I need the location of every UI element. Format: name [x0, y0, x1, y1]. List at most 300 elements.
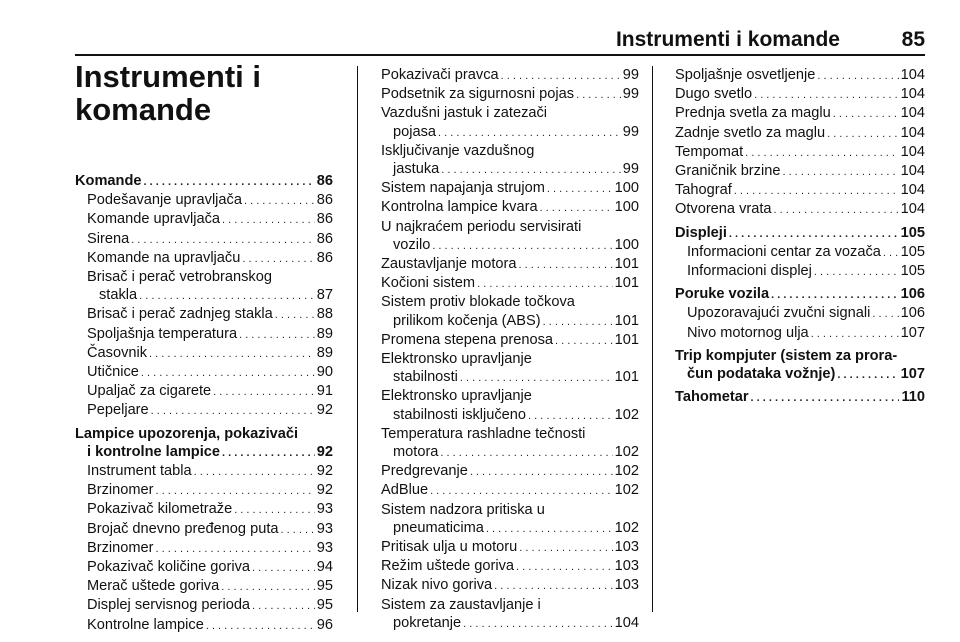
toc-entry[interactable]	[675, 243, 925, 262]
toc-page-number: 107	[900, 324, 925, 341]
toc-entry-title-line: Lampice upozorenja, pokazivači	[75, 425, 299, 442]
toc-entry-title: Tahograf	[675, 182, 732, 199]
toc-page-number: 89	[316, 325, 333, 342]
toc-entry-row	[381, 576, 639, 595]
toc-entry-row	[687, 262, 925, 281]
toc-entry-title: pokretanje	[393, 614, 462, 631]
toc-entry-row	[87, 401, 333, 420]
toc-entry[interactable]	[75, 344, 333, 363]
toc-page-number: 92	[316, 443, 333, 460]
toc-page-number: 101	[614, 369, 639, 386]
dot-leader	[234, 501, 315, 519]
toc-entry-title-line: Isključivanje vazdušnog	[381, 142, 535, 159]
toc-page-number: 86	[316, 249, 333, 266]
toc-entry-title: AdBlue	[381, 482, 429, 499]
toc-entry-title: Pokazivači pravca	[381, 67, 499, 83]
toc-entry[interactable]	[381, 387, 639, 424]
toc-entry-row	[675, 104, 925, 123]
toc-entry[interactable]	[75, 500, 333, 519]
toc-page-number: 103	[614, 539, 639, 556]
toc-entry-row	[381, 236, 639, 255]
dot-leader	[774, 201, 899, 219]
dot-leader	[528, 407, 613, 425]
toc-entry[interactable]	[381, 66, 639, 85]
toc-page-number: 101	[614, 275, 639, 292]
toc-page-number: 105	[900, 224, 925, 241]
toc-column-1	[75, 172, 333, 635]
toc-entry[interactable]	[75, 230, 333, 249]
toc-entry-title-line: Sistem protiv blokade točkova	[381, 294, 575, 311]
toc-entry-title: i kontrolne lampice	[87, 443, 220, 460]
dot-leader	[432, 237, 612, 255]
toc-entry-title: Poruke vozila	[675, 286, 770, 303]
toc-page-number: 104	[900, 105, 925, 122]
toc-entry-title: Tempomat	[675, 143, 744, 160]
toc-column-2	[381, 66, 639, 633]
dot-leader	[734, 182, 899, 200]
toc-entry-title: Brzinomer	[87, 539, 154, 556]
toc-page-number: 105	[900, 243, 925, 260]
toc-page-number: 99	[622, 123, 639, 140]
dot-leader	[883, 244, 899, 262]
toc-entry-row	[381, 557, 639, 576]
toc-entry-row	[675, 143, 925, 162]
toc-page-number: 101	[614, 331, 639, 348]
toc-entry-row	[87, 558, 333, 577]
toc-section-entry[interactable]	[675, 388, 925, 407]
toc-entry[interactable]	[675, 324, 925, 343]
toc-entry-row	[381, 85, 639, 104]
toc-page-number: 95	[316, 597, 333, 614]
toc-entry[interactable]	[675, 124, 925, 143]
toc-entry-row	[381, 331, 639, 350]
toc-page-number: 104	[614, 614, 639, 631]
toc-entry[interactable]	[381, 218, 639, 255]
toc-entry-row	[381, 368, 639, 387]
toc-entry-title: Displeji	[675, 224, 727, 241]
toc-entry-title: Sirena	[87, 230, 130, 247]
toc-page-number: 92	[316, 482, 333, 499]
toc-page-number: 100	[614, 199, 639, 216]
toc-entry-title: Spoljašnje osvetljenje	[675, 67, 816, 83]
dot-leader	[470, 463, 613, 481]
toc-entry[interactable]	[75, 462, 333, 481]
toc-section-entry[interactable]	[675, 347, 925, 384]
toc-entry-title: pojasa	[393, 123, 437, 140]
toc-entry-row	[381, 481, 639, 500]
toc-entry-row	[87, 305, 333, 324]
toc-entry-title: Upozoravajući zvučni signali	[687, 305, 871, 322]
dot-leader	[222, 444, 315, 462]
toc-section-entry[interactable]	[675, 224, 925, 243]
toc-entry-row	[87, 481, 333, 500]
toc-page-number: 93	[316, 501, 333, 518]
toc-section-entry[interactable]	[75, 425, 333, 462]
toc-entry-row	[381, 312, 639, 331]
toc-page-number: 100	[614, 236, 639, 253]
toc-entry-row	[381, 443, 639, 462]
toc-entry-title: jastuka	[393, 161, 440, 178]
dot-leader	[837, 366, 898, 384]
toc-entry-row	[75, 172, 333, 191]
toc-entry[interactable]	[75, 249, 333, 268]
toc-entry[interactable]	[75, 616, 333, 635]
toc-page-number: 107	[900, 366, 925, 383]
toc-entry[interactable]	[381, 331, 639, 350]
toc-entry[interactable]	[75, 325, 333, 344]
toc-entry-row	[675, 85, 925, 104]
toc-page-number: 88	[316, 306, 333, 323]
toc-entry[interactable]	[381, 596, 639, 633]
dot-leader	[252, 597, 315, 615]
toc-page-number: 104	[900, 182, 925, 199]
toc-page-number: 102	[614, 444, 639, 461]
toc-entry-title-line: U najkraćem periodu servisirati	[381, 218, 582, 235]
toc-entry-row	[381, 198, 639, 217]
toc-entry-title-line: Temperatura rashladne tečnosti	[381, 425, 586, 442]
toc-entry-title: Režim uštede goriva	[381, 558, 515, 575]
toc-entry-title: stabilnosti	[393, 369, 458, 386]
dot-leader	[745, 144, 899, 162]
dot-leader	[817, 67, 898, 85]
toc-page-number: 103	[614, 558, 639, 575]
toc-entry-title: Pritisak ulja u motoru	[381, 539, 518, 556]
dot-leader	[275, 306, 315, 324]
toc-entry-title: Brzinomer	[87, 482, 154, 499]
toc-entry-row	[381, 519, 639, 538]
toc-page-number: 89	[316, 344, 333, 361]
dot-leader	[477, 275, 613, 293]
toc-entry-title-line: Brisač i perač vetrobranskog	[87, 269, 272, 286]
toc-entry[interactable]	[675, 262, 925, 281]
toc-entry[interactable]	[381, 85, 639, 104]
toc-entry-title-line: Elektronsko upravljanje	[381, 351, 532, 368]
toc-page-number: 103	[614, 577, 639, 594]
dot-leader	[754, 86, 899, 104]
toc-entry-title: Instrument tabla	[87, 463, 192, 480]
toc-page-number: 91	[316, 383, 333, 400]
dot-leader	[463, 615, 612, 633]
toc-entry-row	[675, 162, 925, 181]
toc-entry-title: pneumaticima	[393, 519, 484, 536]
toc-entry-row	[675, 365, 925, 384]
dot-leader	[244, 192, 315, 210]
toc-page-number: 86	[316, 230, 333, 247]
toc-entry[interactable]	[381, 481, 639, 500]
toc-page-number: 104	[900, 143, 925, 160]
toc-entry[interactable]	[381, 425, 639, 462]
dot-leader	[518, 256, 612, 274]
dot-leader	[519, 539, 612, 557]
toc-entry-title-line: Trip kompjuter (sistem za prora-	[675, 347, 898, 364]
toc-page-number: 104	[900, 124, 925, 141]
toc-entry-title: Tahometar	[675, 389, 749, 406]
toc-entry-title: Podešavanje upravljača	[87, 192, 242, 209]
dot-leader	[501, 67, 621, 85]
toc-entry-row	[381, 179, 639, 198]
toc-entry-row	[87, 382, 333, 401]
toc-entry[interactable]	[381, 179, 639, 198]
dot-leader	[141, 364, 315, 382]
toc-entry-row	[675, 124, 925, 143]
toc-page-number: 104	[900, 163, 925, 180]
toc-entry-row	[75, 443, 333, 462]
toc-entry-title: Pokazivač količine goriva	[87, 559, 251, 576]
toc-page-number: 95	[316, 578, 333, 595]
dot-leader	[440, 444, 612, 462]
toc-entry-row	[381, 538, 639, 557]
toc-entry[interactable]	[381, 274, 639, 293]
toc-entry-row	[381, 462, 639, 481]
toc-page-number: 101	[614, 256, 639, 273]
toc-entry-title: Sistem napajanja strujom	[381, 180, 545, 197]
toc-page-number: 99	[622, 67, 639, 83]
toc-entry[interactable]	[675, 162, 925, 181]
dot-leader	[156, 482, 315, 500]
dot-leader	[729, 225, 899, 243]
toc-entry-row	[87, 500, 333, 519]
toc-entry[interactable]	[675, 304, 925, 323]
toc-entry[interactable]	[75, 268, 333, 305]
dot-leader	[771, 286, 899, 304]
toc-entry-row	[87, 191, 333, 210]
toc-entry-row	[87, 286, 333, 305]
dot-leader	[281, 521, 315, 539]
toc-entry[interactable]	[381, 104, 639, 141]
dot-leader	[576, 86, 621, 104]
toc-page-number: 93	[316, 520, 333, 537]
dot-leader	[194, 463, 315, 481]
dot-leader	[460, 369, 613, 387]
toc-entry-row	[675, 181, 925, 200]
toc-entry[interactable]	[381, 350, 639, 387]
toc-entry-title: Promena stepena prenosa	[381, 331, 553, 348]
dot-leader	[782, 163, 898, 181]
toc-entry[interactable]	[675, 66, 925, 85]
dot-leader	[430, 482, 613, 500]
toc-entry-title: Zadnje svetlo za maglu	[675, 124, 826, 141]
toc-entry[interactable]	[381, 462, 639, 481]
toc-entry-title: stakla	[99, 287, 138, 304]
dot-leader	[516, 558, 613, 576]
dot-leader	[827, 125, 899, 143]
toc-entry-row	[675, 200, 925, 219]
toc-entry-title: Podsetnik za sigurnosni pojas	[381, 86, 575, 103]
toc-entry[interactable]	[381, 576, 639, 595]
toc-entry-row	[381, 123, 639, 142]
dot-leader	[441, 161, 621, 179]
toc-entry-row	[87, 249, 333, 268]
toc-entry[interactable]	[75, 596, 333, 615]
toc-page-number: 102	[614, 463, 639, 480]
toc-entry-row	[87, 325, 333, 344]
dot-leader	[239, 326, 315, 344]
toc-entry-title: Pepeljare	[87, 402, 149, 419]
toc-entry-title: Utičnice	[87, 364, 139, 381]
toc-entry[interactable]	[75, 558, 333, 577]
dot-leader	[242, 250, 314, 268]
toc-page-number: 94	[316, 559, 333, 576]
toc-entry-title: Komande na upravljaču	[87, 249, 241, 266]
toc-page-number: 96	[316, 616, 333, 633]
dot-leader	[213, 383, 315, 401]
dot-leader	[139, 287, 315, 305]
toc-entry-row	[87, 363, 333, 382]
toc-section-entry[interactable]	[75, 172, 333, 191]
toc-page-number: 104	[900, 201, 925, 218]
dot-leader	[486, 520, 613, 538]
toc-entry-row	[381, 160, 639, 179]
toc-entry[interactable]	[75, 481, 333, 500]
dot-leader	[547, 180, 613, 198]
dot-leader	[131, 231, 315, 249]
toc-entry-title: Komande	[75, 173, 142, 189]
dot-leader	[252, 559, 315, 577]
toc-section-entry[interactable]	[675, 285, 925, 304]
toc-entry-row	[87, 577, 333, 596]
toc-entry[interactable]	[381, 255, 639, 274]
toc-entry-row	[87, 596, 333, 615]
toc-entry-title: Kočioni sistem	[381, 275, 476, 292]
toc-entry[interactable]	[75, 363, 333, 382]
toc-entry[interactable]	[75, 520, 333, 539]
toc-page-number: 105	[900, 263, 925, 280]
toc-entry-row	[87, 344, 333, 363]
dot-leader	[540, 199, 613, 217]
dot-leader	[543, 313, 613, 331]
toc-entry-title: čun podataka vožnje)	[687, 366, 836, 383]
toc-entry-title: Upaljač za cigarete	[87, 383, 212, 400]
toc-page-number: 99	[622, 161, 639, 178]
toc-entry-row	[87, 616, 333, 635]
dot-leader	[872, 305, 898, 323]
toc-entry-row	[381, 274, 639, 293]
toc-entry[interactable]	[75, 210, 333, 229]
toc-entry-title-line: Sistem nadzora pritiska u	[381, 501, 545, 518]
toc-page-number: 92	[316, 463, 333, 480]
toc-entry-row	[675, 66, 925, 85]
toc-entry-title: Predgrevanje	[381, 463, 468, 480]
toc-page-number: 92	[316, 402, 333, 419]
toc-column-3	[675, 66, 925, 407]
dot-leader	[811, 325, 899, 343]
toc-entry-row	[381, 406, 639, 425]
toc-entry-title: motora	[393, 444, 439, 461]
toc-entry-row	[87, 520, 333, 539]
running-title: Instrumenti i komande	[615, 28, 840, 51]
toc-entry-title: Brisač i perač zadnjeg stakla	[87, 306, 273, 323]
dot-leader	[833, 105, 899, 123]
toc-page-number: 102	[614, 482, 639, 499]
toc-entry-title: Otvorena vrata	[675, 201, 772, 218]
toc-entry-row	[87, 210, 333, 229]
toc-entry-title-line: Elektronsko upravljanje	[381, 388, 532, 405]
toc-entry-row	[87, 462, 333, 481]
toc-entry[interactable]	[675, 85, 925, 104]
toc-page-number: 102	[614, 519, 639, 536]
toc-page-number: 106	[900, 305, 925, 322]
toc-entry-row	[87, 230, 333, 249]
toc-entry-title: Pokazivač kilometraže	[87, 501, 233, 518]
toc-entry-title: vozilo	[393, 236, 431, 253]
toc-entry-row	[87, 539, 333, 558]
toc-entry-row	[687, 243, 925, 262]
toc-entry-title: Graničnik brzine	[675, 163, 781, 180]
toc-entry[interactable]	[381, 198, 639, 217]
dot-leader	[494, 577, 613, 595]
toc-entry-row	[381, 255, 639, 274]
toc-entry-title: Kontrolne lampice	[87, 616, 204, 633]
toc-entry[interactable]	[75, 191, 333, 210]
toc-entry-title: Merač uštede goriva	[87, 578, 220, 595]
toc-entry[interactable]	[381, 501, 639, 538]
toc-entry-title: Prednja svetla za maglu	[675, 105, 831, 122]
toc-entry-title: Spoljašnja temperatura	[87, 325, 238, 342]
toc-entry[interactable]	[675, 200, 925, 219]
dot-leader	[814, 263, 899, 281]
dot-leader	[221, 578, 315, 596]
toc-entry-row	[675, 388, 925, 407]
toc-entry-row	[381, 614, 639, 633]
toc-page-number: 104	[900, 67, 925, 83]
column-divider	[652, 66, 653, 612]
column-divider	[357, 66, 358, 612]
toc-entry[interactable]	[381, 557, 639, 576]
dot-leader	[206, 617, 315, 635]
toc-entry[interactable]	[675, 143, 925, 162]
toc-entry[interactable]	[675, 181, 925, 200]
page-number: 85	[901, 28, 925, 51]
dot-leader	[144, 173, 315, 191]
toc-page-number: 104	[900, 86, 925, 103]
toc-page-number: 87	[316, 287, 333, 304]
toc-entry-title: Komande upravljača	[87, 211, 221, 228]
toc-entry-row	[381, 66, 639, 85]
toc-entry[interactable]	[75, 305, 333, 324]
toc-entry-title-line: Vazdušni jastuk i zatezači	[381, 105, 548, 122]
toc-entry[interactable]	[75, 539, 333, 558]
toc-entry[interactable]	[675, 104, 925, 123]
toc-entry-row	[687, 324, 925, 343]
toc-entry[interactable]	[381, 538, 639, 557]
toc-entry[interactable]	[75, 577, 333, 596]
dot-leader	[156, 540, 315, 558]
dot-leader	[438, 124, 621, 142]
dot-leader	[555, 332, 613, 350]
toc-entry[interactable]	[381, 293, 639, 330]
toc-entry-title: Časovnik	[87, 344, 148, 361]
chapter-title: Instrumenti i komande	[75, 59, 262, 127]
toc-entry-row	[675, 224, 925, 243]
toc-entry[interactable]	[381, 142, 639, 179]
toc-entry-title: Nizak nivo goriva	[381, 577, 493, 594]
toc-page-number: 86	[316, 173, 333, 189]
toc-entry-title-line: Sistem za zaustavljanje i	[381, 596, 541, 613]
toc-page-number: 90	[316, 364, 333, 381]
page-header	[75, 28, 925, 56]
toc-entry-title: Kontrolna lampice kvara	[381, 199, 538, 216]
toc-entry[interactable]	[75, 382, 333, 401]
toc-page-number: 99	[622, 86, 639, 103]
toc-entry-title: Dugo svetlo	[675, 86, 753, 103]
toc-page-number: 102	[614, 406, 639, 423]
dot-leader	[751, 389, 900, 407]
toc-page-number: 93	[316, 539, 333, 556]
toc-entry[interactable]	[75, 401, 333, 420]
toc-page-number: 101	[614, 312, 639, 329]
toc-entry-title: Nivo motornog ulja	[687, 324, 809, 341]
toc-entry-title: Brojač dnevno pređenog puta	[87, 520, 279, 537]
